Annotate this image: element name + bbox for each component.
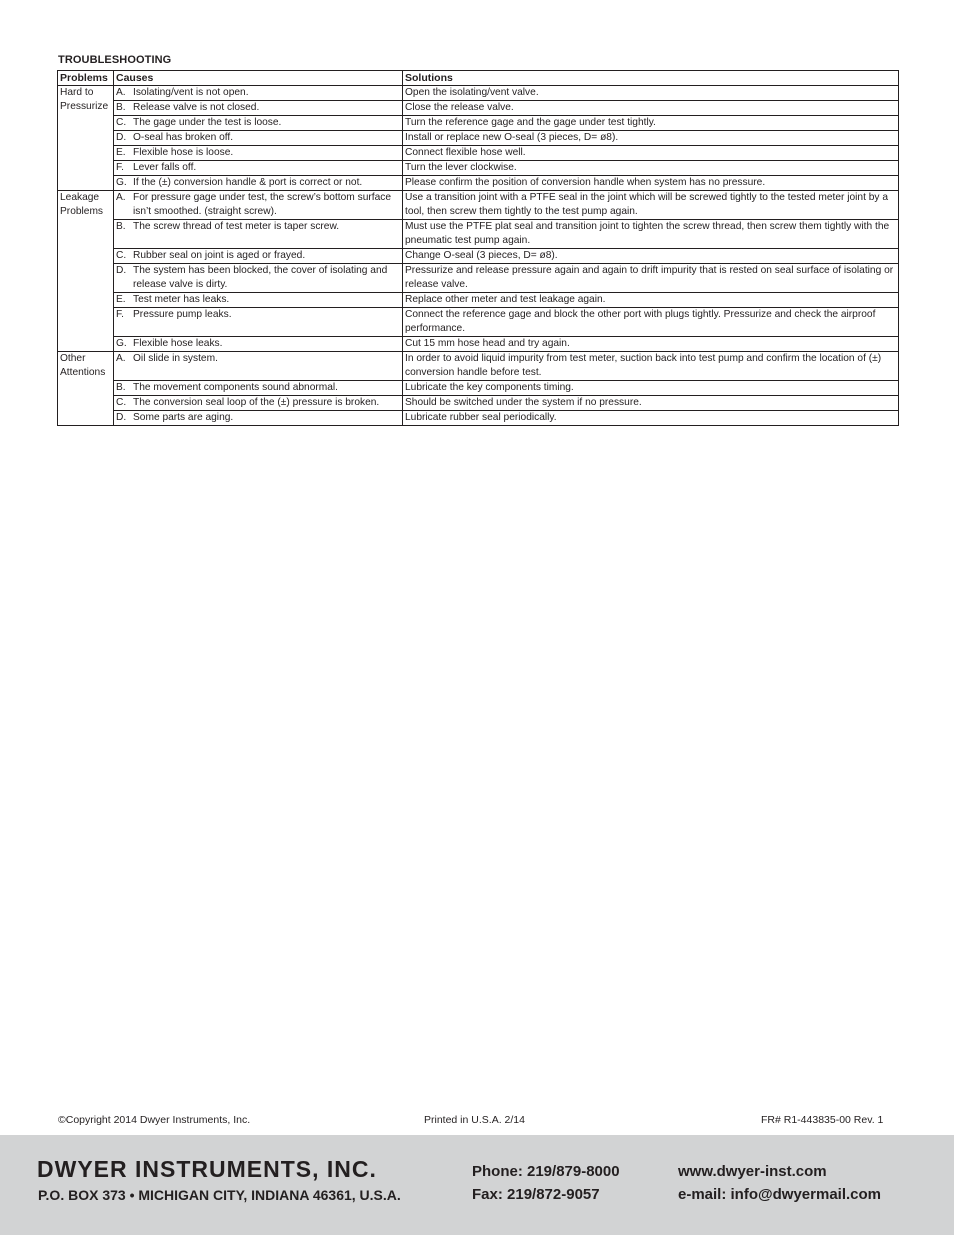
solution-cell: Turn the reference gage and the gage under test tightly. [403, 116, 899, 131]
cause-text: The gage under the test is loose. [133, 117, 282, 128]
header-causes: Causes [114, 71, 403, 86]
cause-text: Lever falls off. [133, 162, 197, 173]
cause-letter: B. [116, 102, 126, 113]
solution-cell: Should be switched under the system if no pressure. [403, 396, 899, 411]
table-row [58, 191, 899, 220]
table-row [58, 308, 899, 337]
cause-text: Some parts are aging. [133, 412, 234, 423]
cause-text: The conversion seal loop of the (±) pressure is broken. [133, 397, 380, 408]
cause-cell [114, 381, 403, 396]
cause-cell [114, 249, 403, 264]
printed-text: Printed in U.S.A. 2/14 [424, 1114, 525, 1126]
cause-cell [114, 86, 403, 101]
cause-letter: D. [116, 132, 127, 143]
table-row [58, 176, 899, 191]
cause-text: Flexible hose leaks. [133, 338, 223, 349]
problem-cell: Leakage Problems [58, 191, 114, 352]
cause-text: Rubber seal on joint is aged or frayed. [133, 250, 306, 261]
solution-cell: Connect flexible hose well. [403, 146, 899, 161]
table-row [58, 293, 899, 308]
table-row [58, 101, 899, 116]
cause-letter: E. [116, 147, 126, 158]
email-link[interactable]: e-mail: info@dwyermail.com [678, 1186, 882, 1203]
cause-text: The system has been blocked, the cover of isolating and release valve is dirty. [133, 265, 388, 290]
cause-text: The movement components sound abnormal. [133, 382, 338, 393]
cause-letter: C. [116, 250, 127, 261]
cause-text: For pressure gage under test, the screw’s bottom surface isn’t smoothed. (straight screw). [133, 192, 392, 217]
cause-cell [114, 293, 403, 308]
cause-letter: A. [116, 353, 126, 364]
cause-text: If the (±) conversion handle & port is correct or not. [133, 177, 363, 188]
cause-cell [114, 161, 403, 176]
cause-text: Test meter has leaks. [133, 294, 230, 305]
problem-cell: Hard to Pressurize [58, 86, 114, 191]
table-row [58, 337, 899, 352]
solution-cell: Pressurize and release pressure again and again to drift impurity that is rested on seal surface of isolating or release valve. [403, 264, 899, 293]
solution-cell: Use a transition joint with a PTFE seal in the joint which will be screwed tightly to the tested meter joint by a tool, then screw them tightly to the test pump again. [403, 191, 899, 220]
fax-number: Fax: 219/872-9057 [472, 1186, 600, 1203]
cause-letter: D. [116, 265, 127, 276]
cause-cell [114, 101, 403, 116]
header-solutions: Solutions [403, 71, 899, 86]
table-row [58, 146, 899, 161]
table-row [58, 116, 899, 131]
section-title: TROUBLESHOOTING [58, 54, 172, 66]
table-row [58, 249, 899, 264]
table-header-row [58, 71, 899, 86]
cause-cell [114, 131, 403, 146]
cause-letter: G. [116, 177, 127, 188]
form-number: FR# R1-443835-00 Rev. 1 [761, 1114, 884, 1126]
solution-cell: Lubricate rubber seal periodically. [403, 411, 899, 426]
table-row [58, 396, 899, 411]
solution-cell: Must use the PTFE plat seal and transition joint to tighten the screw thread, then screw them tightly with the pneumatic test pump again. [403, 220, 899, 249]
solution-cell: Close the release valve. [403, 101, 899, 116]
table-row [58, 264, 899, 293]
cause-letter: E. [116, 294, 126, 305]
table-row [58, 352, 899, 381]
troubleshooting-table [57, 70, 899, 426]
solution-cell: In order to avoid liquid impurity from test meter, suction back into test pump and confirm the location of (±) conversion handle before test. [403, 352, 899, 381]
cause-cell [114, 116, 403, 131]
phone-number: Phone: 219/879-8000 [472, 1163, 620, 1180]
cause-cell [114, 308, 403, 337]
solution-cell: Install or replace new O-seal (3 pieces, D= ø8). [403, 131, 899, 146]
cause-text: Pressure pump leaks. [133, 309, 232, 320]
table-row [58, 220, 899, 249]
solution-cell: Connect the reference gage and block the other port with plugs tightly. Pressurize and check the airproof performance. [403, 308, 899, 337]
table-row [58, 161, 899, 176]
table-row [58, 86, 899, 101]
cause-text: Oil slide in system. [133, 353, 218, 364]
cause-cell [114, 396, 403, 411]
cause-letter: A. [116, 87, 126, 98]
cause-cell [114, 146, 403, 161]
cause-letter: B. [116, 382, 126, 393]
cause-cell [114, 337, 403, 352]
cause-letter: D. [116, 412, 127, 423]
cause-text: O-seal has broken off. [133, 132, 234, 143]
cause-letter: F. [116, 309, 124, 320]
cause-letter: F. [116, 162, 124, 173]
cause-letter: C. [116, 117, 127, 128]
cause-cell [114, 191, 403, 220]
problem-cell: Other Attentions [58, 352, 114, 426]
cause-letter: C. [116, 397, 127, 408]
cause-text: Release valve is not closed. [133, 102, 260, 113]
table-row [58, 381, 899, 396]
footer-band [0, 1135, 954, 1235]
website-link[interactable]: www.dwyer-inst.com [678, 1163, 827, 1180]
solution-cell: Change O-seal (3 pieces, D= ø8). [403, 249, 899, 264]
cause-letter: G. [116, 338, 127, 349]
cause-letter: A. [116, 192, 126, 203]
solution-cell: Turn the lever clockwise. [403, 161, 899, 176]
cause-cell [114, 264, 403, 293]
table-row [58, 411, 899, 426]
cause-letter: B. [116, 221, 126, 232]
cause-text: Isolating/vent is not open. [133, 87, 249, 98]
copyright-text: ©Copyright 2014 Dwyer Instruments, Inc. [58, 1114, 251, 1126]
company-name: DWYER INSTRUMENTS, INC. [37, 1156, 377, 1182]
cause-cell [114, 411, 403, 426]
solution-cell: Cut 15 mm hose head and try again. [403, 337, 899, 352]
table-body [58, 86, 899, 426]
solution-cell: Please confirm the position of conversion handle when system has no pressure. [403, 176, 899, 191]
cause-cell [114, 176, 403, 191]
cause-cell [114, 220, 403, 249]
solution-cell: Replace other meter and test leakage again. [403, 293, 899, 308]
solution-cell: Lubricate the key components timing. [403, 381, 899, 396]
cause-cell [114, 352, 403, 381]
cause-text: The screw thread of test meter is taper screw. [133, 221, 340, 232]
table-row [58, 131, 899, 146]
header-problems: Problems [58, 71, 114, 86]
solution-cell: Open the isolating/vent valve. [403, 86, 899, 101]
cause-text: Flexible hose is loose. [133, 147, 234, 158]
company-address: P.O. BOX 373 • MICHIGAN CITY, INDIANA 46361, U.S.A. [38, 1187, 401, 1203]
